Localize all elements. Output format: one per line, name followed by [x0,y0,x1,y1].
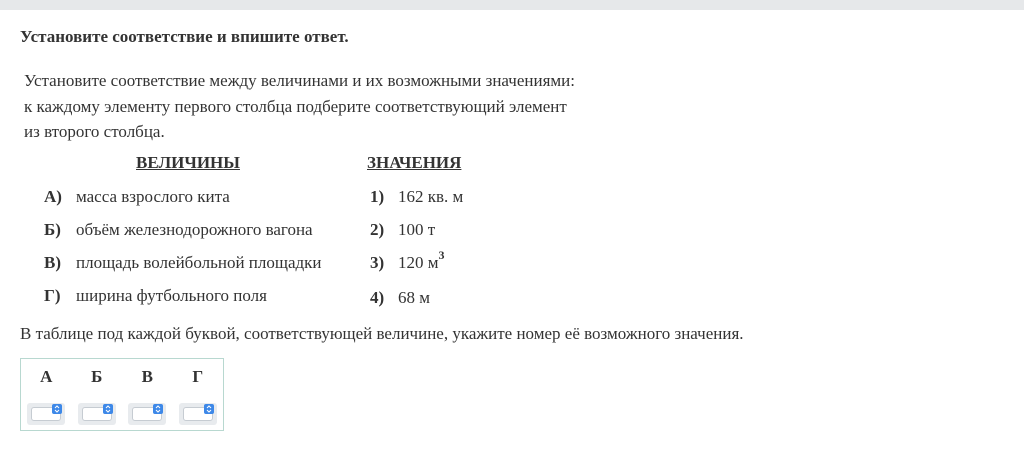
answer-select-b[interactable] [78,403,116,425]
values-column-title: ЗНАЧЕНИЯ [367,153,462,172]
value-marker: 3) [370,253,385,272]
answer-cell [173,396,224,432]
answer-header-cell: Г [192,366,204,386]
quantity-marker: А) [44,187,62,206]
answer-table-header [21,359,223,394]
quantities-column-title: ВЕЛИЧИНЫ [136,153,240,172]
quantity-marker: В) [44,253,61,272]
value-item [370,288,430,310]
quantity-item [44,253,322,275]
answer-select-a[interactable] [27,403,65,425]
answer-header-cell: А [40,366,53,386]
answer-cell [21,396,72,432]
value-text: 162 кв. м [398,187,464,206]
answer-select-v[interactable] [128,403,166,425]
answer-header-cell: В [141,366,153,386]
answer-table-row [21,396,223,432]
instruction-line: Установите соответствие между величинами и их возможными значениями: [24,71,575,90]
quantity-marker: Б) [44,220,61,239]
quantity-text: ширина футбольного поля [76,286,267,305]
quantity-text: площадь волейбольной площадки [76,253,322,272]
answer-cell [122,396,173,432]
answer-select-g[interactable] [179,403,217,425]
value-text: 120 м [398,253,439,272]
value-text: 68 м [398,288,431,307]
chevron-updown-icon [153,404,163,414]
chevron-updown-icon [52,404,62,414]
value-item [370,187,463,209]
quantity-item [44,187,230,209]
chevron-updown-icon [204,404,214,414]
value-exponent: 3 [438,248,445,263]
quantity-text: объём железнодорожного вагона [76,220,313,239]
value-marker: 4) [370,288,385,307]
quantity-item [44,220,313,242]
instruction-line: к каждому элементу первого столбца подберите соответствующий элемент [24,96,567,116]
chevron-updown-icon [103,404,113,414]
task-instruction [24,68,575,145]
answer-cell [72,396,123,432]
top-bar [0,0,1024,10]
instruction-line: из второго столбца. [24,122,165,141]
quantity-text: масса взрослого кита [76,187,230,206]
answer-table [20,358,224,431]
value-marker: 1) [370,187,385,206]
value-item [370,220,435,242]
value-text: 100 т [398,220,436,239]
task-heading: Установите соответствие и впишите ответ. [20,27,349,46]
quantity-marker: Г) [44,286,61,305]
value-marker: 2) [370,220,385,239]
quantity-item [44,286,267,308]
answer-header-cell: Б [91,366,103,386]
value-item [370,248,445,275]
table-instruction: В таблице под каждой буквой, соответствующей величине, укажите номер её возможного значения. [20,324,744,343]
